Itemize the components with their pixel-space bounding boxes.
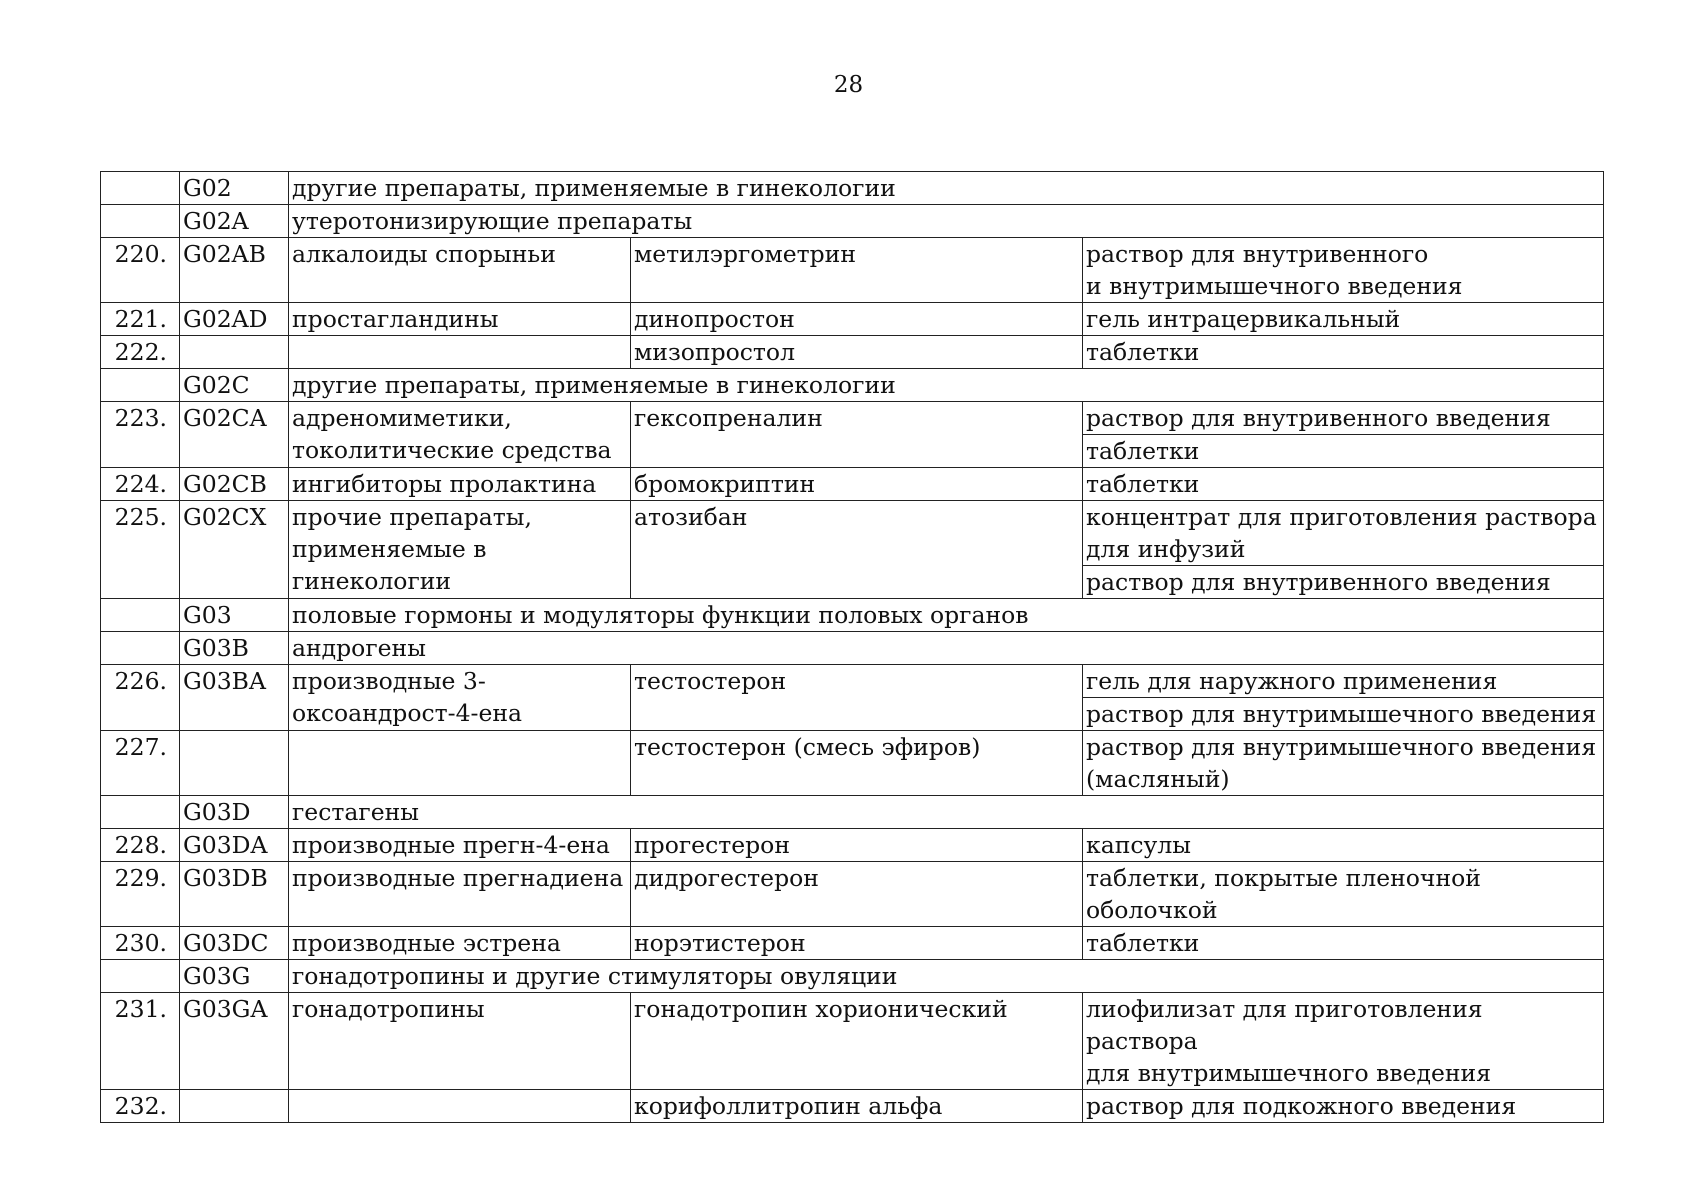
drug-name: метилэргометрин [631,238,1083,303]
group-text-line: производные 3- [292,667,486,695]
table-row [101,468,1604,501]
row-number: 226. [101,665,180,731]
row-number: 227. [101,731,180,796]
group-text-line: гонадотропины [292,995,485,1023]
group-text-line [292,336,627,368]
row-number [101,796,180,829]
group-text-line: алкалоиды спорыньи [292,240,556,268]
row-number: 228. [101,829,180,862]
row-number [101,205,180,238]
group-title: половые гормоны и модуляторы функции половых органов [289,599,1604,632]
dosage-forms [1083,862,1604,927]
atc-code: G02 [180,172,289,205]
pharmacological-group [289,336,631,369]
group-text-line: адреномиметики, [292,404,512,432]
drug-name: тестостерон (смесь эфиров) [631,731,1083,796]
row-number [101,960,180,993]
atc-code: G02AD [180,303,289,336]
dosage-forms [1083,993,1604,1090]
table-row [101,238,1604,303]
dosage-form [1083,731,1603,795]
group-text-line: прочие препараты, [292,503,532,531]
pharmacological-group [289,303,631,336]
table-row [101,862,1604,927]
dosage-form [1083,336,1603,368]
dosage-form-text: для инфузий [1086,535,1246,563]
drug-name: мизопростол [631,336,1083,369]
dosage-form-text: таблетки, покрытые пленочной [1086,864,1481,892]
drug-name: корифоллитропин альфа [631,1090,1083,1123]
atc-code: G03DA [180,829,289,862]
group-title: утеротонизирующие препараты [289,205,1604,238]
pharmacological-group [289,829,631,862]
dosage-form [1083,238,1603,302]
row-number [101,172,180,205]
table-row [101,829,1604,862]
pharmacological-group [289,862,631,927]
dosage-form [1083,434,1603,467]
atc-code: G03D [180,796,289,829]
dosage-forms [1083,238,1604,303]
atc-code: G03BA [180,665,289,731]
dosage-forms [1083,336,1604,369]
dosage-form-text: и внутримышечного введения [1086,272,1463,300]
row-number [101,369,180,402]
group-row [101,599,1604,632]
dosage-form [1083,829,1603,861]
pharmacological-group [289,238,631,303]
pharmacological-group [289,468,631,501]
dosage-forms [1083,468,1604,501]
dosage-form [1083,468,1603,500]
group-text-line: производные прегн-4-ена [292,831,610,859]
table-row [101,927,1604,960]
group-title: андрогены [289,632,1604,665]
dosage-form [1083,303,1603,335]
atc-code: G02A [180,205,289,238]
dosage-form-text: таблетки [1086,437,1200,465]
dosage-form-text: (масляный) [1086,765,1230,793]
dosage-form [1083,1090,1603,1122]
drug-name: тестостерон [631,665,1083,731]
group-text-line: производные прегнадиена [292,864,624,892]
dosage-form-text: таблетки [1086,929,1200,957]
atc-code: G03DB [180,862,289,927]
dosage-forms [1083,1090,1604,1123]
atc-code [180,1090,289,1123]
dosage-form [1083,993,1603,1089]
atc-code: G02CB [180,468,289,501]
atc-code: G03GA [180,993,289,1090]
table-row [101,665,1604,731]
table-body [101,172,1604,1123]
table-row [101,731,1604,796]
row-number: 222. [101,336,180,369]
group-text-line: применяемые в гинекологии [292,535,487,595]
dosage-form-text: раствор для внутривенного введения [1086,404,1551,432]
row-number: 220. [101,238,180,303]
dosage-form [1083,862,1603,926]
atc-code: G03 [180,599,289,632]
group-text-line: производные эстрена [292,929,561,957]
dosage-forms [1083,927,1604,960]
group-text-line: оксоандрост-4-ена [292,699,523,727]
group-text-line: ингибиторы пролактина [292,470,597,498]
pharmacological-group [289,402,631,468]
row-number [101,599,180,632]
dosage-form-text: раствор для внутримышечного введения [1086,700,1597,728]
row-number: 230. [101,927,180,960]
drug-name: атозибан [631,501,1083,599]
pharmacological-group [289,501,631,599]
dosage-form-text: раствор для внутривенного [1086,240,1429,268]
group-row [101,632,1604,665]
table-row [101,336,1604,369]
row-number: 231. [101,993,180,1090]
atc-code: G02AB [180,238,289,303]
drug-name: гонадотропин хорионический [631,993,1083,1090]
dosage-form-text: гель для наружного применения [1086,667,1498,695]
group-title: гестагены [289,796,1604,829]
drug-name: динопростон [631,303,1083,336]
dosage-forms [1083,665,1604,731]
drug-name: норэтистерон [631,927,1083,960]
page-number: 28 [833,72,864,98]
group-row [101,205,1604,238]
dosage-form-text: лиофилизат для приготовления раствора [1086,995,1483,1055]
drug-table [100,171,1604,1123]
atc-code: G03G [180,960,289,993]
row-number [101,632,180,665]
dosage-forms [1083,303,1604,336]
drug-name: дидрогестерон [631,862,1083,927]
dosage-form [1083,402,1603,434]
atc-code: G03DC [180,927,289,960]
dosage-form-text: гель интрацервикальный [1086,305,1401,333]
dosage-form-text: капсулы [1086,831,1191,859]
drug-name: прогестерон [631,829,1083,862]
atc-code: G02CA [180,402,289,468]
dosage-form-text: раствор для внутривенного введения [1086,568,1551,596]
group-title: другие препараты, применяемые в гинекологии [289,369,1604,402]
dosage-form [1083,501,1603,565]
dosage-forms [1083,731,1604,796]
atc-code [180,731,289,796]
table-row [101,501,1604,599]
pharmacological-group [289,665,631,731]
dosage-form-text: таблетки [1086,338,1200,366]
dosage-form-text: оболочкой [1086,896,1218,924]
pharmacological-group [289,731,631,796]
table-row [101,303,1604,336]
pharmacological-group [289,1090,631,1123]
group-row [101,369,1604,402]
atc-code: G03B [180,632,289,665]
dosage-form-text: раствор для подкожного введения [1086,1092,1517,1120]
group-row [101,960,1604,993]
table-row [101,1090,1604,1123]
group-text-line: простагландины [292,305,499,333]
atc-code: G02C [180,369,289,402]
group-text-line [292,731,627,763]
drug-name: бромокриптин [631,468,1083,501]
group-text-line: токолитические средства [292,436,612,464]
dosage-form-text: раствор для внутримышечного введения [1086,733,1597,761]
table-row [101,993,1604,1090]
dosage-form [1083,665,1603,697]
row-number: 225. [101,501,180,599]
row-number: 223. [101,402,180,468]
pharmacological-group [289,927,631,960]
group-title: гонадотропины и другие стимуляторы овуляции [289,960,1604,993]
dosage-forms [1083,829,1604,862]
dosage-form [1083,697,1603,730]
drug-name: гексопреналин [631,402,1083,468]
group-title: другие препараты, применяемые в гинекологии [289,172,1604,205]
dosage-form-text: концентрат для приготовления раствора [1086,503,1597,531]
dosage-form-text: для внутримышечного введения [1086,1059,1492,1087]
dosage-form [1083,927,1603,959]
dosage-form [1083,565,1603,598]
row-number: 221. [101,303,180,336]
dosage-form-text: таблетки [1086,470,1200,498]
atc-code: G02CX [180,501,289,599]
dosage-forms [1083,402,1604,468]
dosage-forms [1083,501,1604,599]
table-row [101,402,1604,468]
row-number: 229. [101,862,180,927]
group-text-line [292,1090,627,1122]
row-number: 232. [101,1090,180,1123]
group-row [101,796,1604,829]
group-row [101,172,1604,205]
atc-code [180,336,289,369]
row-number: 224. [101,468,180,501]
pharmacological-group [289,993,631,1090]
